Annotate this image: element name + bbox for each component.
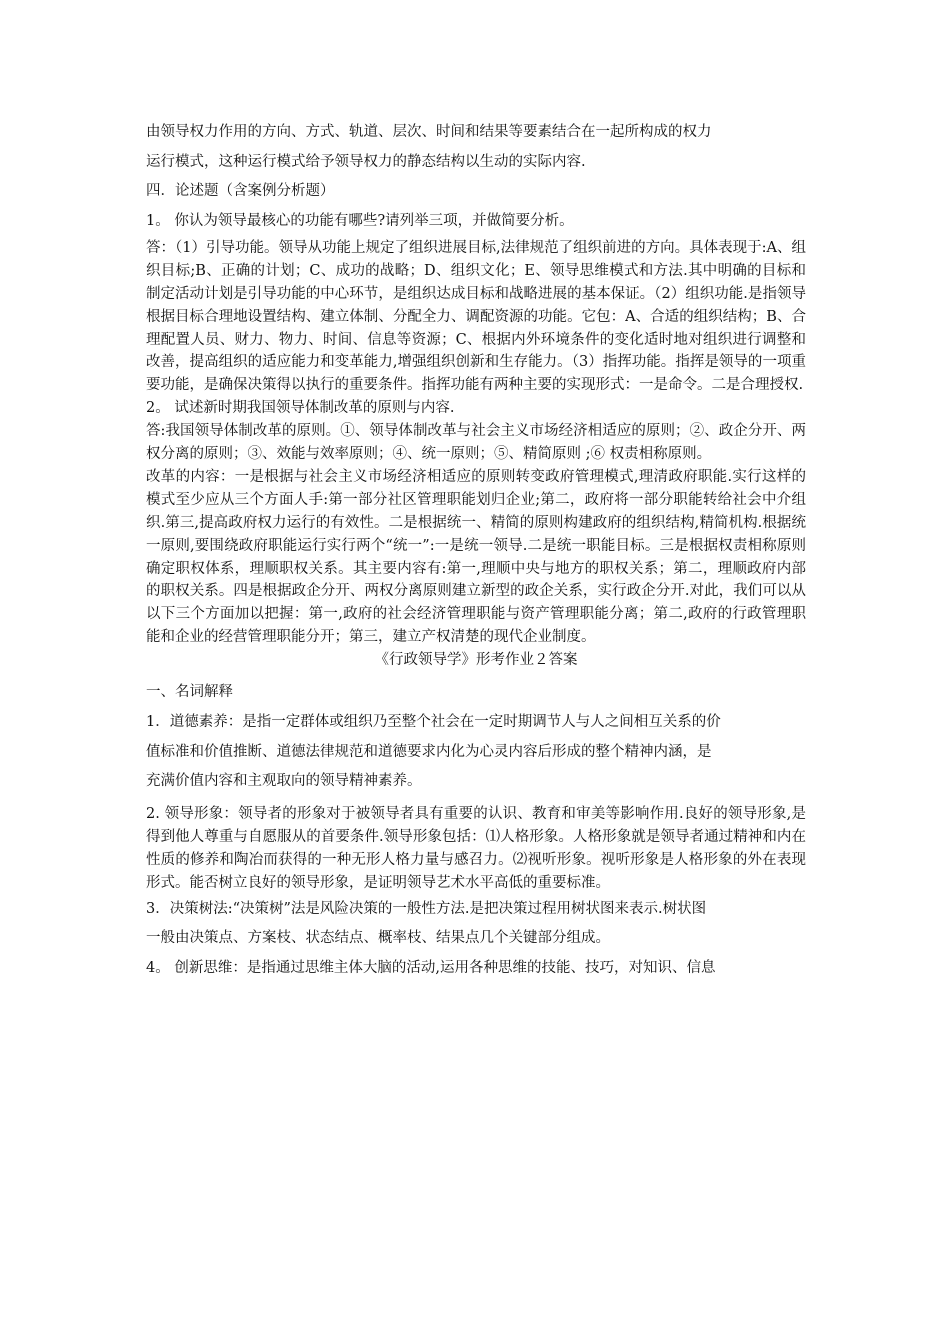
intro-continuation-line-2: 运行模式，这种运行模式给予领导权力的静态结构以生动的实际内容.: [146, 153, 586, 170]
term-1-line-3: 充满价值内容和主观取向的领导精神素养。: [146, 773, 422, 790]
intro-continuation-line-1: 由领导权力作用的方向、方式、轨道、层次、时间和结果等要素结合在一起所构成的权力: [146, 124, 712, 140]
section-1-heading: 一、名词解释: [146, 684, 233, 701]
answer-2-content: 改革的内容：一是根据与社会主义市场经济相适应的原则转变政府管理模式,理清政府职能.实行这样的模式至少应从三个方面人手:第一部分社区管理职能划归企业;第二，政府将一部分职能转给社会中介组织.第三,提高政府权力运行的有效性。二是根据统一、精简的原则构建政府的组织结构,精简机构.根据统一原则,要围绕政府职能运行实行两个“统一”:一是统一领导.二是统一职能目标。三是根据权责相称原则确定职权体系，理顺职权关系。其主要内容有:第一,理顺中央与地方的职权关系；第二，理顺政府内部的职权关系。四是根据政企分开、两权分离原则建立新型的政企关系，实行政企分开.对此，我们可以从以下三个方面加以把握：第一,政府的社会经济管理职能与资产管理职能分离；第二,政府的行政管理职能和企业的经营管理职能分开；第三，建立产权清楚的现代企业制度。: [146, 468, 806, 646]
term-4-line-1: 4。 创新思维：是指通过思维主体大脑的活动,运用各种思维的技能、技巧，对知识、信息: [146, 960, 716, 977]
term-1-line-2: 值标准和价值推断、道德法律规范和道德要求内化为心灵内容后形成的整个精神内涵，是: [146, 743, 712, 760]
answer-2-principles: 答:我国领导体制改革的原则。①、领导体制改革与社会主义市场经济相适应的原则；②、政企分开、两权分离的原则；③、效能与效率原则；④、统一原则；⑤、精简原则 ;⑥ 权责相称原则。: [146, 423, 806, 463]
document-page: [146, 118, 806, 984]
question-2: 2。 试述新时期我国领导体制改革的原则与内容.: [146, 400, 455, 417]
section-4-heading: 四．论述题（含案例分析题）: [146, 183, 335, 200]
term-3-line-1: 3．决策树法:“决策树”法是风险决策的一般性方法.是把决策过程用树状图来表示.树状图: [146, 900, 707, 917]
term-3-line-2: 一般由决策点、方案枝、状态结点、概率枝、结果点几个关键部分组成。: [146, 930, 610, 947]
document-title-2: 《行政领导学》形考作业２答案: [374, 652, 578, 669]
answer-1: 答：（1）引导功能。领导从功能上规定了组织进展目标,法律规范了组织前进的方向。具体表现于:A、组织目标;B、正确的计划；C、成功的战略；D、组织文化；E、领导思维模式和方法.其中明确的目标和制定活动计划是引导功能的中心环节，是组织达成目标和战略进展的基本保证。（2）组织功能.是指领导根据目标合理地设置结构、建立体制、分配全力、调配资源的功能。它包：A、合适的组织结构；B、合理配置人员、财力、物力、时间、信息等资源；C、根据内外环境条件的变化适时地对组织进行调整和改善，提高组织的适应能力和变革能力,增强组织创新和生存能力。（3）指挥功能。指挥是领导的一项重要功能，是确保决策得以执行的重要条件。指挥功能有两种主要的实现形式：一是命令。二是合理授权.: [146, 239, 806, 394]
question-1: 1。 你认为领导最核心的功能有哪些?请列举三项，并做简要分析。: [146, 213, 574, 230]
term-1-line-1: 1．道德素养：是指一定群体或组织乃至整个社会在一定时期调节人与人之间相互关系的价: [146, 713, 721, 730]
term-2: 2. 领导形象：领导者的形象对于被领导者具有重要的认识、教育和审美等影响作用.良好的领导形象,是得到他人尊重与自愿服从的首要条件.领导形象包括：⑴人格形象。人格形象就是领导者通过精神和内在性质的修养和陶冶而获得的一种无形人格力量与感召力。⑵视听形象。视听形象是人格形象的外在表现形式。能否树立良好的领导形象，是证明领导艺术水平高低的重要标准。: [146, 805, 806, 891]
